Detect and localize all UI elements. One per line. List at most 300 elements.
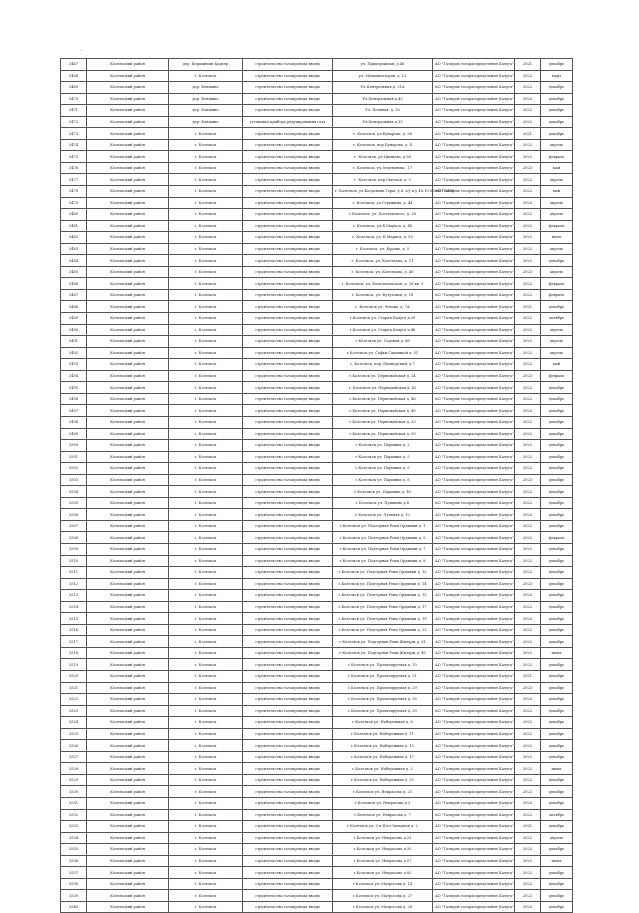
year-cell: 2022 (515, 809, 541, 821)
address-cell: г.Козельск ул. Некрасова д.3 (333, 798, 433, 810)
year-cell: 2022 (515, 486, 541, 498)
locality-cell: г. Козельск (169, 174, 243, 186)
month-cell: декабрь (541, 543, 573, 555)
month-cell: декабрь (541, 416, 573, 428)
locality-cell: г. Козельск (169, 463, 243, 475)
address-cell: г.Козельск ул. Паршина д. 8 (333, 474, 433, 486)
district-cell: Козельский район (87, 486, 169, 498)
table-row (61, 578, 573, 590)
month-cell: июль (541, 232, 573, 244)
address-cell: г.Козельск ул. Первомайская д. 59 (333, 428, 433, 440)
locality-cell: г. Козельск (169, 705, 243, 717)
locality-cell: г. Козельск (169, 694, 243, 706)
month-cell: декабрь (541, 624, 573, 636)
row-number-cell: 3470 (61, 93, 87, 105)
row-number-cell: 3532 (61, 809, 87, 821)
district-cell: Козельский район (87, 162, 169, 174)
address-cell: г.Козельск ул. Набережная д. 17 (333, 751, 433, 763)
district-cell: Козельский район (87, 174, 169, 186)
organization-cell: АО "Газпром газораспределение Калуга" (433, 278, 515, 290)
district-cell: Козельский район (87, 798, 169, 810)
row-number-cell: 3481 (61, 220, 87, 232)
month-cell: декабрь (541, 428, 573, 440)
row-number-cell: 3476 (61, 162, 87, 174)
district-cell: Козельский район (87, 313, 169, 325)
work-type-cell: строительство газопровода вводы (243, 370, 333, 382)
row-number-cell: 3471 (61, 105, 87, 117)
row-number-cell: 3487 (61, 289, 87, 301)
month-cell: декабрь (541, 601, 573, 613)
locality-cell: г. Козельск (169, 336, 243, 348)
work-type-cell: строительство газопровода вводы (243, 301, 333, 313)
work-type-cell: строительство газопровода вводы (243, 798, 333, 810)
table-row (61, 243, 573, 255)
district-cell: Козельский район (87, 728, 169, 740)
work-type-cell: строительство газопровода вводы (243, 474, 333, 486)
row-number-cell: 3535 (61, 844, 87, 856)
month-cell: июнь (541, 763, 573, 775)
locality-cell: г. Козельск (169, 636, 243, 648)
address-cell: Ул. Полевая, д. 35 (333, 105, 433, 117)
organization-cell: АО "Газпром газораспределение Калуга" (433, 844, 515, 856)
month-cell: июнь (541, 855, 573, 867)
work-type-cell: строительство газопровода вводы (243, 359, 333, 371)
locality-cell: г. Козельск (169, 832, 243, 844)
work-type-cell: строительство газопровода вводы (243, 82, 333, 94)
work-type-cell: строительство газопровода вводы (243, 694, 333, 706)
row-number-cell: 3490 (61, 324, 87, 336)
year-cell: 2022 (515, 647, 541, 659)
locality-cell: г. Козельск (169, 393, 243, 405)
row-number-cell: 3485 (61, 266, 87, 278)
year-cell: 2022 (515, 405, 541, 417)
year-cell: 2022 (515, 70, 541, 82)
row-number-cell: 3534 (61, 832, 87, 844)
work-type-cell: строительство газопровода вводы (243, 336, 333, 348)
month-cell: май (541, 186, 573, 198)
organization-cell: АО "Газпром газораспределение Калуга" (433, 162, 515, 174)
row-number-cell: 3517 (61, 636, 87, 648)
row-number-cell: 3530 (61, 786, 87, 798)
month-cell: декабрь (541, 821, 573, 833)
table-row (61, 220, 573, 232)
address-cell: г. Козельск, ул.Бунарова, д. 56 (333, 128, 433, 140)
organization-cell: АО "Газпром газораспределение Калуга" (433, 717, 515, 729)
row-number-cell: 3503 (61, 474, 87, 486)
organization-cell: АО "Газпром газораспределение Калуга" (433, 821, 515, 833)
table-row (61, 440, 573, 452)
work-type-cell: строительство газопровода вводы (243, 347, 333, 359)
district-cell: Козельский район (87, 832, 169, 844)
table-row (61, 474, 573, 486)
address-cell: г.Козельск ул. Старая Калуга д.46 (333, 324, 433, 336)
month-cell: декабрь (541, 105, 573, 117)
locality-cell: г. Козельск (169, 844, 243, 856)
table-row (61, 670, 573, 682)
year-cell: 2022 (515, 324, 541, 336)
year-cell: 2022 (515, 116, 541, 128)
organization-cell: АО "Газпром газораспределение Калуга" (433, 451, 515, 463)
year-cell: 2022 (515, 416, 541, 428)
district-cell: Козельский район (87, 532, 169, 544)
address-cell: г.Козельск ул. Подгорная Реки Ордынки д. 22 (333, 624, 433, 636)
address-cell: г.Козельск ул. Садовая д. 68 (333, 336, 433, 348)
locality-cell: г. Козельск (169, 232, 243, 244)
district-cell: Козельский район (87, 694, 169, 706)
district-cell: Козельский район (87, 463, 169, 475)
locality-cell: г. Козельск (169, 162, 243, 174)
table-row (61, 751, 573, 763)
month-cell: декабрь (541, 497, 573, 509)
district-cell: Козельский район (87, 266, 169, 278)
address-cell: г.Козельск ул. Матросова д. 14 (333, 878, 433, 890)
year-cell: 2022 (515, 890, 541, 902)
address-cell: г.Козельск ул. Подгорная Реки Ордынки д. 19 (333, 613, 433, 625)
organization-cell: АО "Газпром газораспределение Калуга" (433, 139, 515, 151)
address-cell: г.Козельск ул. Подгорная Реки Ордынки д. 5 (333, 532, 433, 544)
address-cell: г.Козельск ул. Софьи Сашенкой д. 31 (333, 347, 433, 359)
month-cell: декабрь (541, 844, 573, 856)
table-row (61, 728, 573, 740)
organization-cell: АО "Газпром газораспределение Калуга" (433, 59, 515, 71)
locality-cell: г. Козельск (169, 520, 243, 532)
month-cell: декабрь (541, 717, 573, 729)
district-cell: Козельский район (87, 878, 169, 890)
year-cell: 2022 (515, 555, 541, 567)
address-cell: г. Козельск, пер.Бунарова, д. 4 (333, 139, 433, 151)
address-cell: г. Козельск, ул.Богданова Горы, д.8, з/у к.у 40:10:050801:0476 (333, 186, 433, 198)
row-number-cell: 3528 (61, 763, 87, 775)
locality-cell: дер. Клюкино (169, 116, 243, 128)
year-cell: 2022 (515, 532, 541, 544)
work-type-cell: строительство газопровода вводы (243, 93, 333, 105)
year-cell: 2022 (515, 151, 541, 163)
table-row (61, 174, 573, 186)
organization-cell: АО "Газпром газораспределение Калуга" (433, 93, 515, 105)
district-cell: Козельский район (87, 590, 169, 602)
year-cell: 2022 (515, 613, 541, 625)
organization-cell: АО "Газпром газораспределение Калуга" (433, 763, 515, 775)
work-type-cell: строительство газопровода вводы (243, 901, 333, 913)
address-cell: Ул.Центральная,д. 31А (333, 82, 433, 94)
district-cell: Козельский район (87, 543, 169, 555)
locality-cell: г. Козельск (169, 798, 243, 810)
month-cell: декабрь (541, 636, 573, 648)
month-cell: декабрь (541, 405, 573, 417)
year-cell: 2022 (515, 878, 541, 890)
work-type-cell: строительство газопровода вводы (243, 324, 333, 336)
year-cell: 2022 (515, 336, 541, 348)
month-cell: декабрь (541, 798, 573, 810)
table-row (61, 93, 573, 105)
locality-cell: г. Козельск (169, 220, 243, 232)
work-type-cell: строительство газопровода вводы (243, 278, 333, 290)
district-cell: Козельский район (87, 278, 169, 290)
address-cell: г. Козельск, ул.Зеделинова,, 17 (333, 162, 433, 174)
work-type-cell: строительство газопровода вводы (243, 728, 333, 740)
month-cell: октябрь (541, 809, 573, 821)
work-type-cell: строительство газопровода вводы (243, 867, 333, 879)
month-cell: апрель (541, 347, 573, 359)
district-cell: Козельский район (87, 105, 169, 117)
month-cell: декабрь (541, 774, 573, 786)
locality-cell: г. Козельск (169, 243, 243, 255)
address-cell: г.Козельск ул. Набережная д. 25 (333, 774, 433, 786)
work-type-cell: строительство газопровода вводы (243, 197, 333, 209)
year-cell: 2022 (515, 728, 541, 740)
table-row (61, 878, 573, 890)
year-cell: 2022 (515, 520, 541, 532)
address-cell: г.Козельск ул. Подгорная Реки Ордынки д. 12 (333, 567, 433, 579)
district-cell: Козельский район (87, 128, 169, 140)
district-cell: Козельский район (87, 336, 169, 348)
month-cell: декабрь (541, 590, 573, 602)
row-number-cell: 3505 (61, 497, 87, 509)
table-row (61, 624, 573, 636)
table-row (61, 186, 573, 198)
district-cell: Козельский район (87, 855, 169, 867)
table-body (61, 59, 573, 913)
organization-cell: АО "Газпром газораспределение Калуга" (433, 197, 515, 209)
address-cell: г.Козельск ул. Некрасова д. 25 (333, 786, 433, 798)
locality-cell: г. Козельск (169, 578, 243, 590)
year-cell: 2022 (515, 844, 541, 856)
table-row (61, 659, 573, 671)
locality-cell: г. Козельск (169, 151, 243, 163)
month-cell: февраль (541, 151, 573, 163)
table-row (61, 774, 573, 786)
year-cell: 2022 (515, 162, 541, 174)
month-cell: декабрь (541, 567, 573, 579)
work-type-cell: строительство газопровода вводы (243, 232, 333, 244)
row-number-cell: 3527 (61, 751, 87, 763)
locality-cell: г. Козельск (169, 486, 243, 498)
gasification-register-table (60, 58, 573, 913)
district-cell: Козельский район (87, 774, 169, 786)
year-cell: 2021 (515, 128, 541, 140)
row-number-cell: 3538 (61, 878, 87, 890)
month-cell: декабрь (541, 555, 573, 567)
table-row (61, 139, 573, 151)
row-number-cell: 3525 (61, 728, 87, 740)
month-cell: апрель (541, 243, 573, 255)
work-type-cell: строительство газопровода вводы (243, 266, 333, 278)
district-cell: Козельский район (87, 70, 169, 82)
work-type-cell: строительство газопровода вводы (243, 139, 333, 151)
organization-cell: АО "Газпром газораспределение Калуга" (433, 543, 515, 555)
month-cell: декабрь (541, 463, 573, 475)
table-row (61, 832, 573, 844)
organization-cell: АО "Газпром газораспределение Калуга" (433, 393, 515, 405)
organization-cell: АО "Газпром газораспределение Калуга" (433, 497, 515, 509)
work-type-cell: строительство газопровода вводы (243, 705, 333, 717)
work-type-cell: строительство газопровода вводы (243, 59, 333, 71)
address-cell: г.Козельск ул. Некрасова д.83 (333, 867, 433, 879)
organization-cell: АО "Газпром газораспределение Калуга" (433, 647, 515, 659)
locality-cell: г. Козельск (169, 613, 243, 625)
year-cell: 2022 (515, 209, 541, 221)
organization-cell: АО "Газпром газораспределение Калуга" (433, 532, 515, 544)
row-number-cell: 3502 (61, 463, 87, 475)
year-cell: 2022 (515, 636, 541, 648)
district-cell: Козельский район (87, 405, 169, 417)
work-type-cell: строительство газопровода вводы (243, 162, 333, 174)
month-cell: декабрь (541, 740, 573, 752)
table-row (61, 347, 573, 359)
month-cell: апрель (541, 832, 573, 844)
district-cell: Козельский район (87, 116, 169, 128)
locality-cell: г. Козельск (169, 682, 243, 694)
work-type-cell: строительство газопровода вводы (243, 128, 333, 140)
address-cell: Ул.Центральная,д.35 (333, 116, 433, 128)
row-number-cell: 3516 (61, 624, 87, 636)
table-row (61, 105, 573, 117)
year-cell: 2022 (515, 463, 541, 475)
address-cell: г. Козельск ул. Чехова, д. 7А (333, 301, 433, 313)
organization-cell: АО "Газпром газораспределение Калуга" (433, 382, 515, 394)
year-cell: 2022 (515, 393, 541, 405)
month-cell: декабрь (541, 509, 573, 521)
year-cell: 2022 (515, 740, 541, 752)
district-cell: Козельский район (87, 601, 169, 613)
locality-cell: г. Козельск (169, 474, 243, 486)
table-row (61, 151, 573, 163)
month-cell: декабрь (541, 878, 573, 890)
table-row (61, 359, 573, 371)
organization-cell: АО "Газпром газораспределение Калуга" (433, 416, 515, 428)
month-cell: декабрь (541, 705, 573, 717)
year-cell: 2022 (515, 717, 541, 729)
year-cell: 2022 (515, 186, 541, 198)
work-type-cell: строительство газопровода вводы (243, 740, 333, 752)
row-number-cell: 3529 (61, 774, 87, 786)
work-type-cell: строительство газопровода вводы (243, 774, 333, 786)
table-row (61, 232, 573, 244)
district-cell: Козельский район (87, 567, 169, 579)
row-number-cell: 3484 (61, 255, 87, 267)
address-cell: ул. Придорожная, д.48 (333, 59, 433, 71)
district-cell: Козельский район (87, 717, 169, 729)
year-cell: 2022 (515, 543, 541, 555)
address-cell: г.Козельск ул. Паршина д. 2 (333, 440, 433, 452)
organization-cell: АО "Газпром газораспределение Калуга" (433, 774, 515, 786)
row-number-cell: 3511 (61, 567, 87, 579)
locality-cell: г. Козельск (169, 624, 243, 636)
work-type-cell: строительство газопровода вводы (243, 613, 333, 625)
table-row (61, 416, 573, 428)
work-type-cell: строительство газопровода вводы (243, 682, 333, 694)
row-number-cell: 3526 (61, 740, 87, 752)
address-cell: г.Козельск ул. Паршина д. 5 (333, 451, 433, 463)
year-cell: 2021 (515, 670, 541, 682)
organization-cell: АО "Газпром газораспределение Калуга" (433, 855, 515, 867)
row-number-cell: 3537 (61, 867, 87, 879)
row-number-cell: 3477 (61, 174, 87, 186)
month-cell: апрель (541, 197, 573, 209)
year-cell: 2022 (515, 567, 541, 579)
row-number-cell: 3504 (61, 486, 87, 498)
address-cell: г.Козельск ул. Проектируемая д. 29 (333, 682, 433, 694)
locality-cell: г. Козельск (169, 878, 243, 890)
year-cell: 2022 (515, 901, 541, 913)
organization-cell: АО "Газпром газораспределение Калуга" (433, 740, 515, 752)
table-row (61, 740, 573, 752)
row-number-cell: 3467 (61, 59, 87, 71)
organization-cell: АО "Газпром газораспределение Калуга" (433, 705, 515, 717)
locality-cell: г. Козельск (169, 382, 243, 394)
month-cell: май (541, 162, 573, 174)
table-row (61, 197, 573, 209)
work-type-cell: строительство газопровода вводы (243, 855, 333, 867)
month-cell: декабрь (541, 59, 573, 71)
organization-cell: АО "Газпром газораспределение Калуга" (433, 728, 515, 740)
table-row (61, 128, 573, 140)
work-type-cell: строительство газопровода вводы (243, 289, 333, 301)
year-cell: 2022 (515, 359, 541, 371)
work-type-cell: строительство газопровода вводы (243, 590, 333, 602)
locality-cell: г. Козельск (169, 601, 243, 613)
address-cell: г. Козельск ул. Первомайская д. 42 (333, 382, 433, 394)
locality-cell: г. Козельск (169, 497, 243, 509)
address-cell: г.Козельск ул. Паршина д. 5 (333, 463, 433, 475)
address-cell: г.Козельск ул. Некрасова д.25 (333, 832, 433, 844)
organization-cell: АО "Газпром газораспределение Калуга" (433, 209, 515, 221)
address-cell: г.Козельск, ул. Достоевского, д. 28 (333, 209, 433, 221)
row-number-cell: 3540 (61, 901, 87, 913)
year-cell: 2022 (515, 451, 541, 463)
row-number-cell: 3536 (61, 855, 87, 867)
month-cell: апрель (541, 266, 573, 278)
year-cell: 2021 (515, 821, 541, 833)
table-row (61, 613, 573, 625)
organization-cell: АО "Газпром газораспределение Калуга" (433, 682, 515, 694)
table-row (61, 705, 573, 717)
organization-cell: АО "Газпром газораспределение Калуга" (433, 313, 515, 325)
month-cell: декабрь (541, 382, 573, 394)
year-cell: 2022 (515, 313, 541, 325)
district-cell: Козельский район (87, 670, 169, 682)
district-cell: Козельский район (87, 255, 169, 267)
work-type-cell: строительство газопровода вводы (243, 878, 333, 890)
address-cell: г. Козельск, ул. Колоткова, д. 46 (333, 266, 433, 278)
year-cell: 2022 (515, 82, 541, 94)
work-type-cell: строительство газопровода вводы (243, 601, 333, 613)
table-row (61, 382, 573, 394)
organization-cell: АО "Газпром газораспределение Калуга" (433, 751, 515, 763)
organization-cell: АО "Газпром газораспределение Калуга" (433, 901, 515, 913)
locality-cell: г. Козельск (169, 567, 243, 579)
month-cell: апрель (541, 336, 573, 348)
row-number-cell: 3501 (61, 451, 87, 463)
row-number-cell: 3496 (61, 393, 87, 405)
table-row (61, 428, 573, 440)
locality-cell: г. Козельск (169, 451, 243, 463)
year-cell: 2022 (515, 428, 541, 440)
year-cell: 2022 (515, 705, 541, 717)
address-cell: г.Козельск ул. Набережная д. 15 (333, 740, 433, 752)
table-row (61, 590, 573, 602)
address-cell: г.Козельск ул. Проектируемая д. 21 (333, 670, 433, 682)
row-number-cell: 3519 (61, 659, 87, 671)
district-cell: Козельский район (87, 197, 169, 209)
organization-cell: АО "Газпром газораспределение Калуга" (433, 336, 515, 348)
organization-cell: АО "Газпром газораспределение Калуга" (433, 670, 515, 682)
address-cell: г.Козельск ул. 3-я Юго-Западная д. 2 (333, 821, 433, 833)
table-row (61, 890, 573, 902)
district-cell: Козельский район (87, 578, 169, 590)
table-row (61, 636, 573, 648)
table-row (61, 567, 573, 579)
